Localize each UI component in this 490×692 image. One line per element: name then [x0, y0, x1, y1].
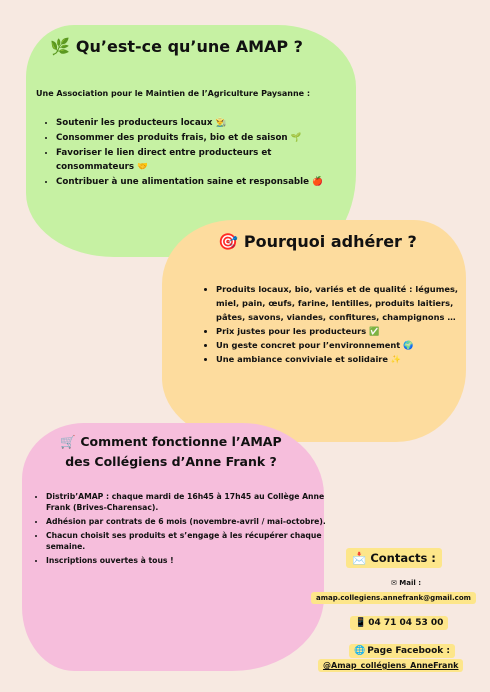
section3-list: [26, 491, 330, 569]
facebook-label-text: Page Facebook :: [367, 646, 450, 656]
phone-icon: 📱: [355, 618, 367, 628]
cart-icon: 🛒: [60, 434, 76, 449]
list-item: • Favoriser le lien direct entre producteurs et consommateurs 🤝: [56, 146, 346, 174]
list-item: • Inscriptions ouvertes à tous !: [46, 555, 330, 566]
mail-icon: ✉: [390, 579, 397, 587]
facebook-label: [349, 644, 455, 658]
section2-title-text: Pourquoi adhérer ?: [243, 232, 417, 251]
list-item: • Consommer des produits frais, bio et de saison 🌱: [56, 131, 346, 145]
section1-title-text: Qu’est-ce qu’une AMAP ?: [75, 37, 303, 56]
phone-number[interactable]: [350, 616, 448, 630]
section3-title: [36, 432, 306, 472]
list-item: • Distrib’AMAP : chaque mardi de 16h45 à 17h45 au Collège Anne Frank (Brives-Charensac).: [46, 491, 330, 513]
section3-title-line2: des Collégiens d’Anne Frank ?: [65, 454, 277, 469]
section1-list: [36, 116, 346, 190]
contacts-title-text: Contacts :: [370, 551, 436, 565]
seedling-icon: 🌿: [50, 37, 70, 56]
mail-label-text: Mail :: [399, 579, 422, 587]
contacts-title: [346, 548, 442, 568]
list-item: • Adhésion par contrats de 6 mois (novembre-avril / mai-octobre).: [46, 516, 330, 527]
section2-title: [218, 232, 458, 251]
mail-label: [356, 579, 456, 587]
email-link[interactable]: amap.collegiens.annefrank@gmail.com: [311, 592, 476, 604]
list-item: • Soutenir les producteurs locaux 👨‍🌾: [56, 116, 346, 130]
target-icon: 🎯: [218, 232, 238, 251]
list-item: • Prix justes pour les producteurs ✅: [216, 324, 476, 338]
phone-text: 04 71 04 53 00: [368, 618, 444, 628]
section1-intro: Une Association pour le Maintien de l’Agriculture Paysanne :: [36, 89, 311, 98]
list-item: • Un geste concret pour l’environnement 🌍: [216, 338, 476, 352]
section3-title-line1: Comment fonctionne l’AMAP: [80, 434, 282, 449]
list-item: • Une ambiance conviviale et solidaire ✨: [216, 352, 476, 366]
section2-list: [196, 282, 476, 366]
envelope-icon: 📩: [352, 551, 367, 565]
globe-icon: 🌐: [354, 646, 366, 656]
list-item: • Chacun choisit ses produits et s’engage à les récupérer chaque semaine.: [46, 530, 330, 552]
section1-title: [50, 37, 340, 56]
list-item: • Contribuer à une alimentation saine et responsable 🍎: [56, 175, 346, 189]
list-item: • Produits locaux, bio, variés et de qualité : légumes, miel, pain, œufs, farine, lentilles, produits laitiers, pâtes, savons, viandes, confitures, champignons …: [216, 282, 476, 324]
facebook-link[interactable]: @Amap_collégiens_AnneFrank: [318, 659, 463, 672]
